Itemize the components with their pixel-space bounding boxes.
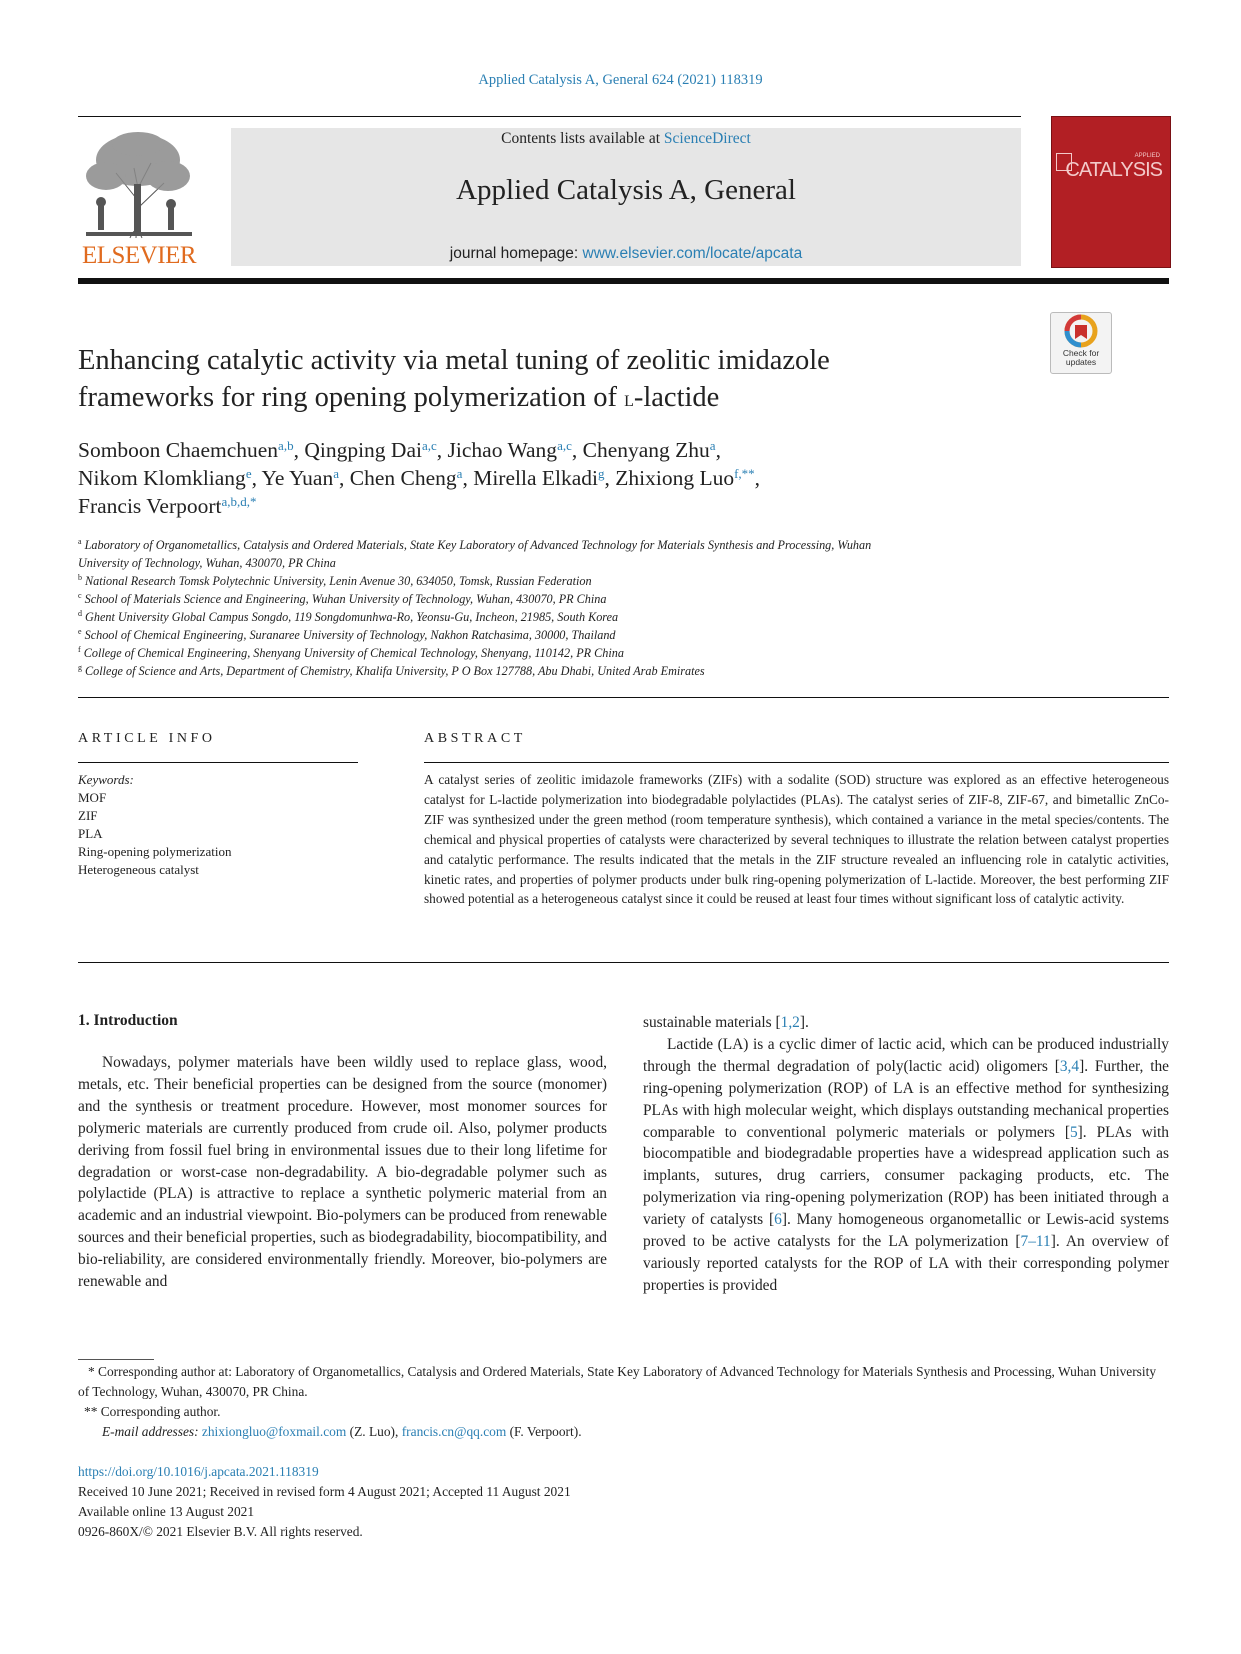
article-info-rule (78, 762, 358, 763)
author-name[interactable]: Francis Verpoort (78, 494, 222, 518)
homepage-line (231, 245, 1021, 263)
elsevier-wordmark: ELSEVIER (81, 242, 197, 269)
author-affil-sup[interactable]: a,c (421, 438, 437, 453)
abstract-bottom-rule (78, 962, 1169, 963)
keywords-label: Keywords: (78, 772, 134, 787)
elsevier-tree-icon (76, 128, 202, 240)
author-sep: , (604, 466, 616, 490)
received-dates: Received 10 June 2021; Received in revised form 4 August 2021; Accepted 11 August 2021 (78, 1484, 571, 1499)
email-link-luo[interactable]: zhixiongluo@foxmail.com (201, 1424, 347, 1439)
journal-title: Applied Catalysis A, General (456, 174, 796, 206)
journal-homepage-link[interactable]: www.elsevier.com/locate/apcata (582, 245, 803, 262)
author-sep: , (715, 438, 721, 462)
author-name[interactable]: Mirella Elkadi (473, 466, 598, 490)
author-name[interactable]: Zhixiong Luo (615, 466, 735, 490)
author-line (78, 492, 1078, 520)
author-name[interactable]: Somboon Chaemchuen (78, 438, 279, 462)
homepage-prefix: journal homepage: (449, 245, 583, 262)
author-affil-sup[interactable]: e (245, 466, 252, 481)
footnotes (78, 1362, 1169, 1442)
affiliation-key: a (78, 537, 82, 546)
elsevier-logo (76, 128, 202, 270)
affiliation-key: e (78, 627, 82, 636)
author-affil-sup[interactable]: a (709, 438, 716, 453)
paragraph-text: ]. (799, 1014, 809, 1031)
header-rule (78, 116, 1021, 117)
author-affil-sup[interactable]: g (597, 466, 605, 481)
affiliation-text: National Research Tomsk Polytechnic University, Lenin Avenue 30, 634050, Tomsk, Russian Federation (85, 574, 592, 588)
keyword-item: Ring-opening polymerization (78, 844, 232, 859)
author-name[interactable]: Qingping Dai (304, 438, 422, 462)
affiliation-item (78, 626, 1078, 644)
affiliation-text: School of Chemical Engineering, Suranaree University of Technology, Nakhon Ratchasima, 30000, Thailand (84, 628, 616, 642)
footnote-corresponding-1: * Corresponding author at: Laboratory of Organometallics, Catalysis and Ordered Materials, State Key Laboratory of Advanced Technology for Materials Synthesis and Processing, Wuhan University of Technology, Wuhan, 430070, PR China. (78, 1364, 1157, 1399)
author-sep: , (754, 466, 761, 490)
author-sep: , (462, 466, 474, 490)
introduction-left-column: Nowadays, polymer materials have been wildly used to replace glass, wood, metals, etc. Their beneficial properties can be designed from the source (monomer) and the synthesis or treatment procedure. However, most monomer sources for polymeric materials are currently produced from crude oil. Also, polymer products deriving from fossil fuel bring in environmental issues due to their long lifetime for degradation or worst-case non-degradability. A bio-degradable polymer such as polylactide (PLA) is attractive to replace a synthetic polymeric material from an academic and an industrial viewpoint. Bio-polymers can be produced from renewable sources and their beneficial properties, such as biodegradability, biocompatibility, and bio-reliability, are considered environmentally friendly. Moreover, bio-polymers are renewable and (78, 1054, 607, 1291)
article-title (78, 342, 978, 418)
affiliation-list (78, 536, 1078, 680)
email-owner: (Z. Luo), (346, 1424, 402, 1439)
affiliation-text: Ghent University Global Campus Songdo, 119 Songdomunhwa-Ro, Yeonsu-Gu, Incheon, 21985, South Korea (85, 610, 619, 624)
citation-link[interactable]: 1,2 (780, 1014, 800, 1031)
paragraph-text: ]. Many homogeneous organometallic or Lewis-acid systems proved to be active catalysts for the LA polymerization [ (643, 1211, 1170, 1251)
article-info-heading: ARTICLE INFO (78, 731, 216, 746)
paragraph-text: ]. PLAs with biocompatible and biodegradable properties have a widespread application such as implants, sutures, drug carriers, consumer packaging products, etc. The polymerization via ring-opening polymerization (ROP) has been initiated through a variety of catalysts [ (643, 1123, 1169, 1229)
cover-title: CATALYSIS (1065, 159, 1162, 181)
affiliation-item (78, 662, 1078, 680)
author-name[interactable]: Nikom Klomkliang (78, 466, 246, 490)
check-for-updates-badge[interactable] (1050, 312, 1112, 374)
paragraph-text: sustainable materials [ (643, 1014, 781, 1031)
affiliation-item (78, 572, 1078, 590)
publication-info (78, 1462, 1078, 1542)
footnote-corresponding-2: ** Corresponding author. (84, 1404, 221, 1419)
title-line-2 (78, 379, 978, 418)
introduction-heading: 1. Introduction (78, 1012, 178, 1029)
author-affil-sup[interactable]: a,b,d,* (221, 494, 257, 509)
author-line (78, 436, 1078, 464)
affiliation-key: d (78, 609, 82, 618)
title-line-2-text: frameworks for ring opening polymerization of (78, 382, 625, 413)
keyword-item: Heterogeneous catalyst (78, 862, 199, 877)
doi-link[interactable]: https://doi.org/10.1016/j.apcata.2021.118319 (78, 1464, 319, 1479)
author-sep: , (339, 466, 350, 490)
keyword-item: ZIF (78, 808, 98, 823)
abstract-text: A catalyst series of zeolitic imidazole frameworks (ZIFs) with a sodalite (SOD) structure was explored as an effective heterogeneous catalyst for L-lactide polymerization into biodegradable polylactides (PLAs). The catalyst series of ZIF-8, ZIF-67, and bimetallic ZnCo-ZIF was synthesized under the green method (room temperature synthesis), which contained a variance in the metal species/contents. The chemical and physical properties of catalysts were characterized by several techniques to illustrate the relation between catalyst properties and catalytic performance. The results indicated that the metals in the ZIF structure revealed an influencing role in catalytic activities, kinetic rates, and properties of polymer products under bulk ring-opening polymerization of L-lactide. Moreover, the best performing ZIF showed potential as a heterogeneous catalyst since it could be reused at least four times without significant loss of catalytic activity. (424, 772, 1169, 907)
author-name[interactable]: Chenyang Zhu (582, 438, 710, 462)
affiliation-text: Laboratory of Organometallics, Catalysis and Ordered Materials, State Key Laboratory of Advanced Technology for Materials Synthesis and Processing, Wuhan (84, 538, 872, 552)
footnote-rule (78, 1359, 154, 1360)
author-line (78, 464, 1078, 492)
affiliation-key: b (78, 573, 82, 582)
citation-link[interactable]: 5 (1069, 1123, 1078, 1141)
title-line-1: Enhancing catalytic activity via metal tuning of zeolitic imidazole (78, 345, 830, 376)
affiliation-item (78, 608, 1078, 626)
affiliation-item (78, 644, 1078, 662)
author-sep: , (436, 438, 448, 462)
affiliation-item (78, 554, 1078, 572)
journal-masthead (231, 128, 1021, 266)
email-link-verpoort[interactable]: francis.cn@qq.com (401, 1424, 507, 1439)
paragraph-text: ]. Further, the ring-opening polymerization (ROP) of LA is an effective method for synthesizing PLAs with high molecular weight, which displays outstanding mechanical properties comparable to conventional polymeric materials or polymers [ (643, 1057, 1169, 1141)
author-name[interactable]: Ye Yuan (261, 466, 334, 490)
continued-paragraph (643, 1012, 1169, 1034)
author-sep: , (571, 438, 583, 462)
author-name[interactable]: Chen Cheng (349, 466, 457, 490)
affiliation-text: College of Chemical Engineering, Shenyang University of Chemical Technology, Shenyang, 110142, PR China (83, 646, 624, 660)
citation-link[interactable]: 6 (774, 1211, 782, 1229)
contents-line (231, 130, 1021, 148)
author-sep: , (251, 466, 262, 490)
author-affil-sup[interactable]: f,** (734, 466, 755, 481)
affiliations-rule (78, 697, 1169, 698)
author-affil-sup[interactable]: a (456, 466, 463, 481)
author-affil-sup[interactable]: a,b (278, 438, 294, 453)
author-name[interactable]: Jichao Wang (447, 438, 558, 462)
affiliation-text: School of Materials Science and Engineering, Wuhan University of Technology, Wuhan, 430070, PR China (84, 592, 607, 606)
journal-cover-thumbnail[interactable] (1051, 116, 1171, 268)
abstract-rule (424, 762, 1169, 763)
author-sep: , (293, 438, 305, 462)
email-owner: (F. Verpoort). (506, 1424, 582, 1439)
affiliation-item (78, 590, 1078, 608)
email-label: E-mail addresses: (102, 1424, 202, 1439)
author-affil-sup[interactable]: a,c (557, 438, 572, 453)
lactide-paragraph (643, 1034, 1169, 1297)
copyright-line: 0926-860X/© 2021 Elsevier B.V. All rights reserved. (78, 1524, 363, 1539)
sciencedirect-link[interactable]: ScienceDirect (663, 130, 751, 147)
masthead-bottom-rule (78, 278, 1169, 284)
citation-link[interactable]: 3,4 (1059, 1057, 1080, 1075)
cover-subtitle: APPLIED (1134, 153, 1160, 159)
affiliation-item (78, 536, 1078, 554)
footnote-emails (78, 1422, 1169, 1442)
affiliation-text: College of Science and Arts, Department of Chemistry, Khalifa University, P O Box 127788, Abu Dhabi, United Arab Emirates (85, 664, 705, 678)
affiliation-key: f (78, 645, 81, 654)
author-list (78, 436, 1078, 520)
keyword-list (78, 771, 231, 879)
affiliation-key: c (78, 591, 82, 600)
abstract-heading: ABSTRACT (424, 731, 526, 746)
affiliation-key: g (78, 663, 82, 672)
keyword-item: PLA (78, 826, 103, 841)
paragraph-text: Lactide (LA) is a cyclic dimer of lactic acid, which can be produced industrially through the thermal degradation of poly(lactic acid) oligomers [ (643, 1035, 1169, 1075)
introduction-right-column (643, 1012, 1169, 1297)
journal-reference-link[interactable]: Applied Catalysis A, General 624 (2021) 118319 (478, 72, 763, 88)
author-affil-sup[interactable]: a (333, 466, 340, 481)
available-online: Available online 13 August 2021 (78, 1504, 255, 1519)
title-stereo-prefix: l (624, 386, 634, 412)
paragraph-text: ]. An overview of variously reported catalysts for the ROP of LA with their corresponding polymer properties is provided (643, 1233, 1170, 1294)
contents-prefix: Contents lists available at (501, 130, 664, 147)
affiliation-text: University of Technology, Wuhan, 430070, PR China (78, 556, 336, 570)
title-line-2-end: -lactide (633, 382, 720, 413)
keyword-item: MOF (78, 790, 107, 805)
check-updates-icon (1051, 313, 1111, 349)
citation-link[interactable]: 7–11 (1020, 1233, 1051, 1251)
check-updates-label: Check for updates (1062, 348, 1100, 367)
